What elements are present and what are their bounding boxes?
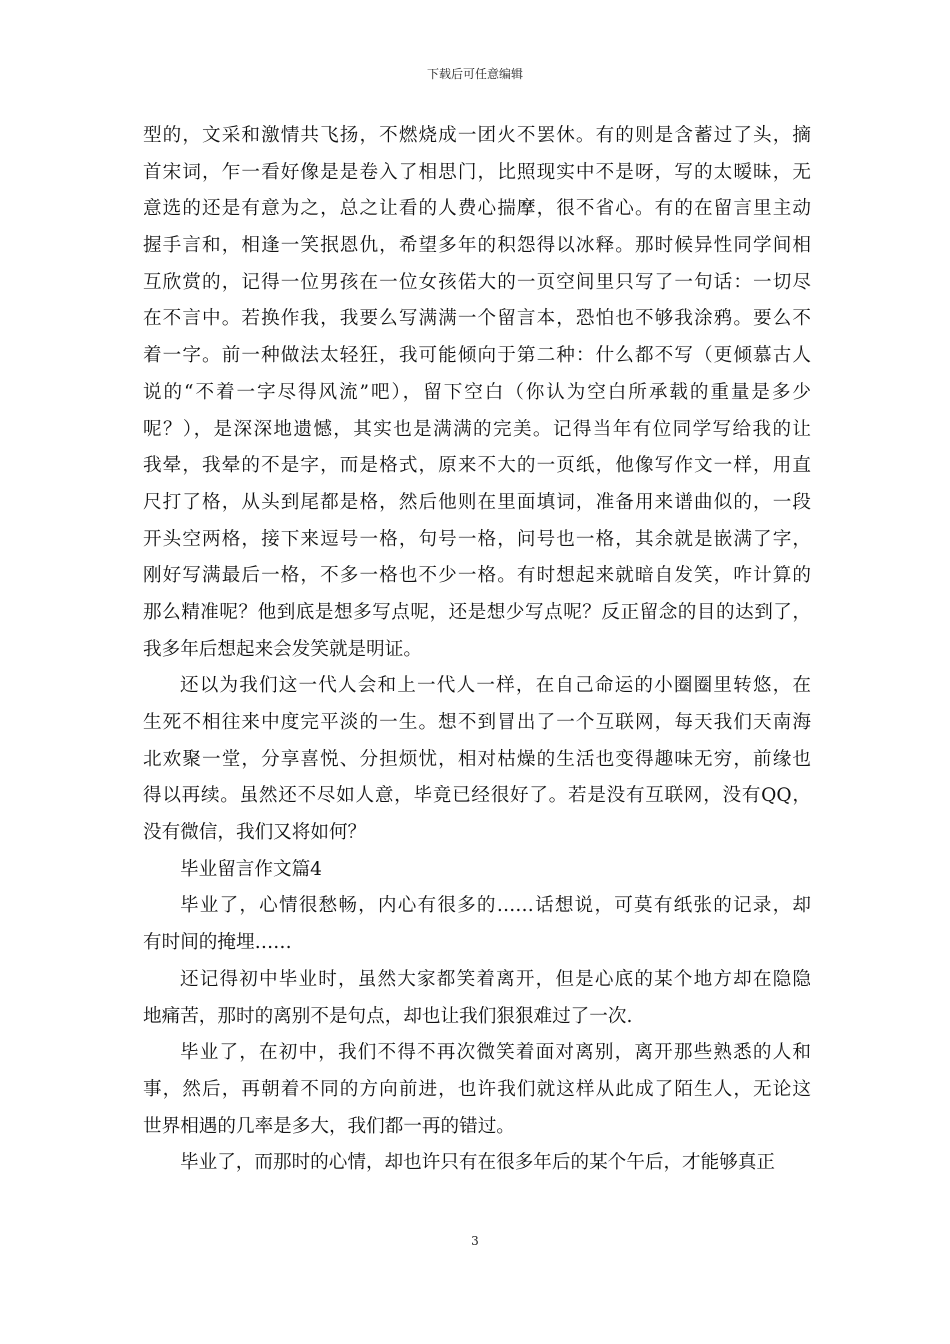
text-line: 毕业了，在初中，我们不得不再次微笑着面对离别，离开那些熟悉的人和 [180, 1042, 811, 1064]
paragraph [143, 668, 811, 851]
paragraph [143, 962, 811, 1035]
page-header: 下载后可任意编辑 [426, 67, 523, 81]
text-line: 在不言中。若换作我，我要么写满满一个留言本，恐怕也不够我涂鸦。要么不 [143, 308, 811, 330]
text-line: 还记得初中毕业时，虽然大家都笑着离开，但是心底的某个地方却在隐隐 [180, 968, 811, 990]
text-line: 我晕，我晕的不是字，而是格式，原来不大的一页纸，他像写作文一样，用直 [143, 455, 811, 477]
paragraph [143, 1035, 811, 1145]
text-line: 着一字。前一种做法太轻狂，我可能倾向于第二种：什么都不写（更倾慕古人 [143, 345, 811, 367]
text-line: 呢？），是深深地遗憾，其实也是满满的完美。记得当年有位同学写给我的让 [143, 418, 811, 440]
text-line: 首宋词，乍一看好像是是卷入了相思门，比照现实中不是呀，写的太暧昧，无 [143, 161, 811, 183]
text-line: 那么精准呢？他到底是想多写点呢，还是想少写点呢？反正留念的目的达到了， [143, 601, 811, 623]
text-line: 事，然后，再朝着不同的方向前进，也许我们就这样从此成了陌生人，无论这 [143, 1078, 811, 1100]
text-line: 北欢聚一堂，分享喜悦、分担烦忧，相对枯燥的生活也变得趣味无穷，前缘也 [143, 748, 811, 770]
text-line: 我多年后想起来会发笑就是明证。 [143, 638, 422, 660]
text-line: 世界相遇的几率是多大，我们都一再的错过。 [143, 1115, 515, 1137]
text-line: 生死不相往来中度完平淡的一生。想不到冒出了一个互联网，每天我们天南海 [143, 712, 811, 733]
text-line: 毕业了，心情很愁畅，内心有很多的……话想说，可莫有纸张的记录，却 [180, 895, 811, 917]
paragraph [143, 888, 811, 961]
text-line: 地痛苦，那时的离别不是句点，却也让我们狠狠难过了一次. [143, 1005, 633, 1027]
text-line: 毕业留言作文篇4 [180, 858, 322, 880]
page-number: 3 [471, 1234, 479, 1248]
paragraph [143, 118, 811, 668]
paragraph [143, 1145, 811, 1182]
text-line: 开头空两格，接下来逗号一格，句号一格，问号也一格，其余就是嵌满了字， [143, 528, 811, 550]
text-line: 毕业了，而那时的心情，却也许只有在很多年后的某个午后，才能够真正 [180, 1152, 776, 1174]
text-line: 还以为我们这一代人会和上一代人一样，在自己命运的小圈圈里转悠，在 [180, 675, 811, 697]
text-line: 尺打了格，从头到尾都是格，然后他则在里面填词，准备用来谱曲似的，一段 [143, 491, 811, 513]
text-line: 得以再续。虽然还不尽如人意，毕竟已经很好了。若是没有互联网，没有QQ， [143, 785, 811, 807]
text-line: 说的“不着一字尽得风流”吧），留下空白（你认为空白所承载的重量是多少 [143, 381, 811, 403]
text-line: 握手言和，相逢一笑抿恩仇，希望多年的积怨得以冰释。那时候异性同学间相 [143, 235, 811, 257]
text-line: 型的，文采和激情共飞扬，不燃烧成一团火不罢休。有的则是含蓄过了头，摘 [143, 125, 811, 146]
document-body [143, 118, 811, 1182]
text-line: 有时间的掩埋…… [143, 932, 292, 954]
text-line: 互欣赏的，记得一位男孩在一位女孩偌大的一页空间里只写了一句话：一切尽 [143, 271, 811, 293]
text-line: 没有微信，我们又将如何？ [143, 822, 367, 844]
paragraph [143, 852, 811, 889]
text-line: 刚好写满最后一格，不多一格也不少一格。有时想起来就暗自发笑，咋计算的 [143, 565, 811, 587]
text-line: 意选的还是有意为之，总之让看的人费心揣摩，很不省心。有的在留言里主动 [143, 198, 811, 220]
